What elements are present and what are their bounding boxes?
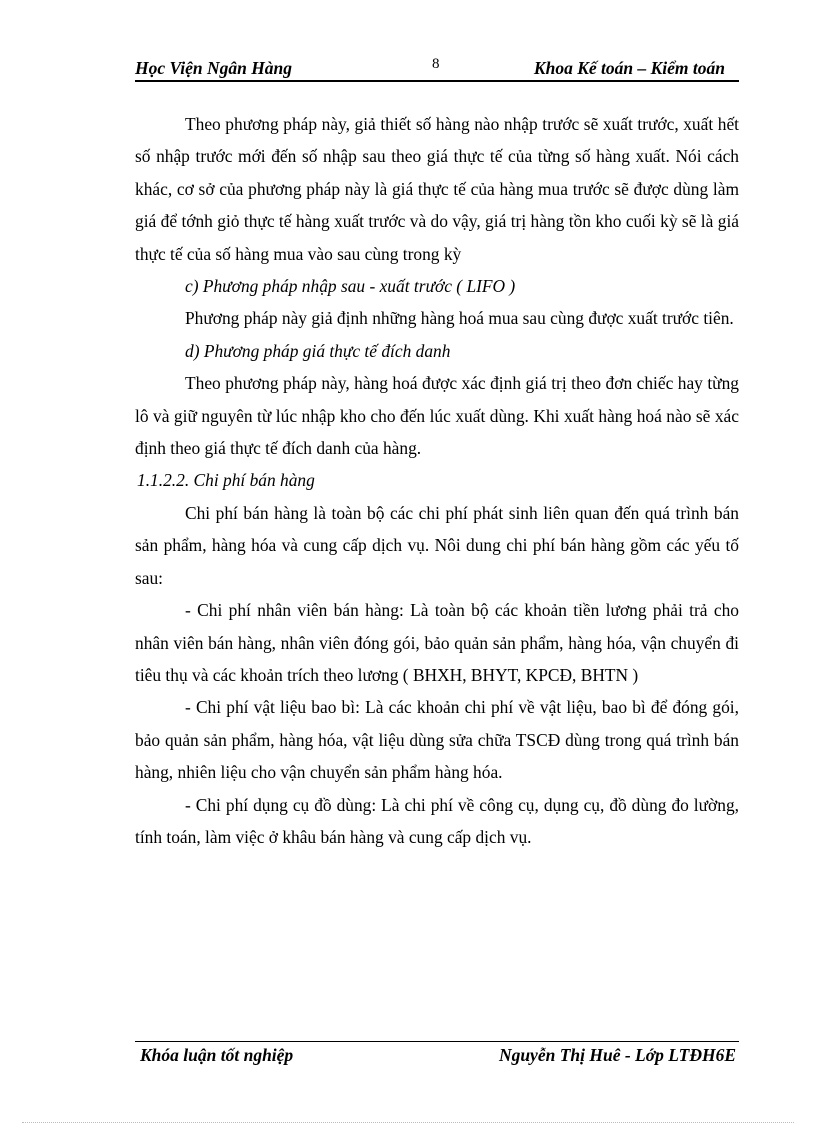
- paragraph-tools-costs: - Chi phí dụng cụ đồ dùng: Là chi phí về công cụ, dụng cụ, đồ dùng đo lường, tính toán, làm việc ở khâu bán hàng và cung cấp dịch vụ.: [135, 794, 739, 847]
- document-body: [135, 108, 739, 853]
- paragraph-selling-costs: Chi phí bán hàng là toàn bộ các chi phí phát sinh liên quan đến quá trình bán sản phẩm, hàng hóa và cung cấp dịch vụ. Nôi dung chi phí bán hàng gồm các yếu tố sau:: [135, 502, 739, 588]
- heading-specific-id: d) Phương pháp giá thực tế đích danh: [185, 340, 451, 361]
- paragraph-specific-id: Theo phương pháp này, hàng hoá được xác định giá trị theo đơn chiếc hay từng lô và giữ nguyên từ lúc nhập kho cho đến lúc xuất dùng. Khi xuất hàng hoá nào sẽ xác định theo giá thực tế đích danh của hàng.: [135, 373, 739, 459]
- footer-thesis-label: Khóa luận tốt nghiệp: [140, 1045, 294, 1065]
- header-rule: [135, 80, 739, 82]
- page-header: [135, 58, 739, 80]
- page-number: 8: [432, 56, 440, 72]
- heading-lifo: c) Phương pháp nhập sau - xuất trước ( LIFO ): [185, 276, 516, 297]
- paragraph-staff-costs: - Chi phí nhân viên bán hàng: Là toàn bộ các khoản tiền lương phải trả cho nhân viên bán hàng, nhân viên đóng gói, bảo quản sản phẩm, hàng hóa, vận chuyển đi tiêu thụ và các khoản trích theo lương ( BHXH, BHYT, KPCĐ, BHTN ): [135, 600, 739, 685]
- paragraph-lifo: Phương pháp này giả định những hàng hoá mua sau cùng được xuất trước tiên.: [185, 308, 734, 329]
- paragraph-fifo: Theo phương pháp này, giả thiết số hàng nào nhập trước sẽ xuất trước, xuất hết số nhập trước mới đến số nhập sau theo giá thực tế của từng số hàng xuất. Nói cách khác, cơ sở của phương pháp này là giá thực tế của hàng mua trước sẽ được dùng làm giá để tớnh giỏ thực tế hàng xuất trước và do vậy, giá trị hàng tồn kho cuối kỳ sẽ là giá thực tế của số hàng mua vào sau cùng trong kỳ: [135, 114, 739, 264]
- header-department: Khoa Kế toán – Kiểm toán: [533, 58, 725, 78]
- footer-author: Nguyễn Thị Huê - Lớp LTĐH6E: [498, 1045, 736, 1065]
- footer-rule: [135, 1041, 739, 1042]
- paragraph-packaging-costs: - Chi phí vật liệu bao bì: Là các khoản chi phí về vật liệu, bao bì để đóng gói, bảo quản sản phẩm, hàng hóa, vật liệu dùng sửa chữa TSCĐ dùng trong quá trình bán hàng, nhiên liệu cho vận chuyển sản phẩm hàng hóa.: [135, 697, 739, 783]
- section-heading: 1.1.2.2. Chi phí bán hàng: [137, 470, 315, 491]
- page-footer: [140, 1045, 736, 1069]
- header-institution: Học Viện Ngân Hàng: [135, 58, 293, 78]
